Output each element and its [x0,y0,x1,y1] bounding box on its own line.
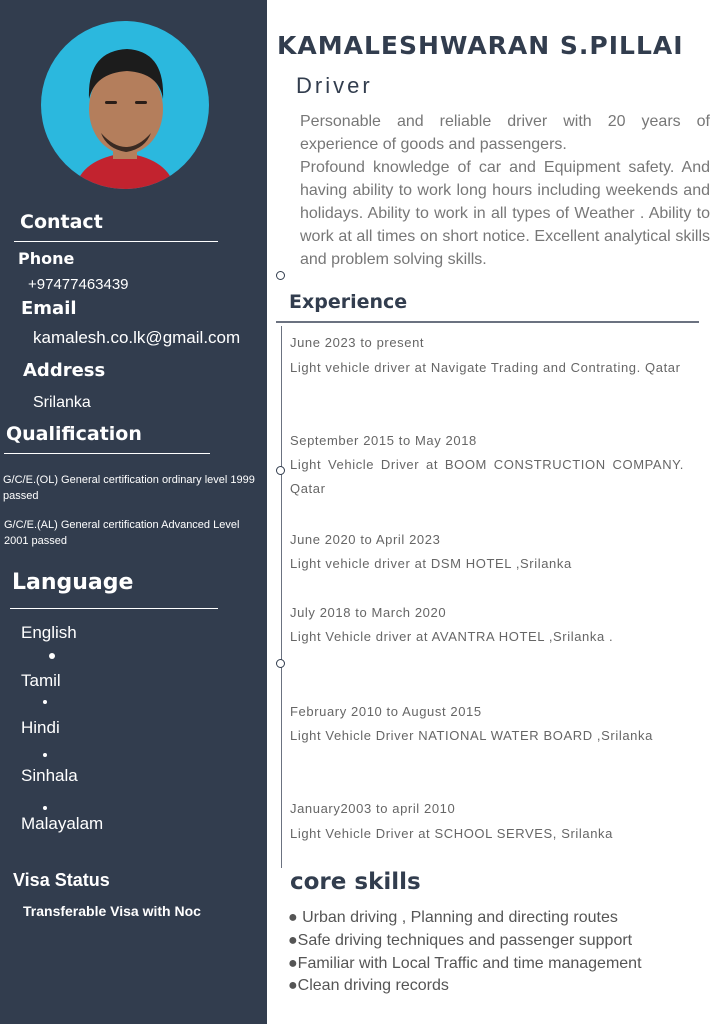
email-label: Email [21,298,77,319]
summary-paragraph: Profound knowledge of car and Equipment safety. And having ability to work long hours including weekends and holidays. Ability to work in all types of Weather . Ability to work at all times on short notice. Excellent analytical skills and problem solving skills. [300,159,710,268]
qualification-item: G/C/E.(OL) General certification ordinary level 1999 passed [3,474,255,502]
language-item: Sinhala [21,766,78,785]
phone-value: +97477463439 [28,276,129,293]
address-value: Srilanka [33,394,91,411]
language-divider [10,608,218,609]
bullet-icon [49,653,55,659]
qualification-item: G/C/E.(AL) General certification Advanced Level 2001 passed [4,519,240,547]
bullet-icon [43,806,47,810]
bullet-icon [43,753,47,757]
experience-description: Light vehicle driver at DSM HOTEL ,Srilanka [290,556,572,571]
skill-item: ●Clean driving records [288,977,449,994]
person-portrait-icon [41,21,209,189]
visa-heading: Visa Status [13,870,110,890]
experience-date: June 2020 to April 2023 [290,532,441,547]
email-value[interactable]: kamalesh.co.lk@gmail.com [33,328,241,347]
qualification-divider [4,453,210,454]
candidate-name: KAMALESHWARAN S.PILLAI [277,31,684,60]
language-heading: Language [12,570,134,595]
contact-divider [14,241,218,242]
phone-label: Phone [18,249,75,268]
contact-heading: Contact [20,211,103,233]
visa-value: Transferable Visa with Noc [23,903,201,919]
skill-item: ●Safe driving techniques and passenger support [288,932,633,949]
experience-description: Light Vehicle Driver at SCHOOL SERVES, Srilanka [290,826,613,841]
address-label: Address [23,360,106,381]
experience-description: Light Vehicle Driver at BOOM CONSTRUCTION COMPANY. Qatar [290,457,684,496]
language-item: Malayalam [21,814,104,833]
experience-divider [276,321,699,323]
experience-description: Light Vehicle driver at AVANTRA HOTEL ,Srilanka . [290,629,614,644]
experience-date: January2003 to april 2010 [290,801,456,816]
timeline-node [276,659,285,668]
language-item: Hindi [21,718,60,737]
summary-paragraph: Personable and reliable driver with 20 years of experience of goods and passengers. [300,113,710,153]
experience-description: Light vehicle driver at Navigate Trading and Contrating. Qatar [290,360,681,375]
language-item: English [21,623,77,642]
profile-photo [41,21,209,189]
experience-date: September 2015 to May 2018 [290,433,477,448]
experience-heading: Experience [289,291,408,313]
timeline-node [276,466,285,475]
language-item: Tamil [21,671,61,690]
sidebar [0,0,267,1024]
experience-date: June 2023 to present [290,335,425,350]
timeline-node [276,271,285,280]
experience-timeline [281,326,282,868]
qualification-heading: Qualification [6,423,142,445]
experience-description: Light Vehicle Driver NATIONAL WATER BOARD ,Srilanka [290,728,653,743]
experience-date: July 2018 to March 2020 [290,605,447,620]
skill-item: ●Familiar with Local Traffic and time management [288,955,642,972]
skill-item: ● Urban driving , Planning and directing routes [288,909,618,926]
experience-date: February 2010 to August 2015 [290,704,482,719]
bullet-icon [43,700,47,704]
core-skills-heading: core skills [290,869,421,895]
job-title: Driver [296,73,373,98]
